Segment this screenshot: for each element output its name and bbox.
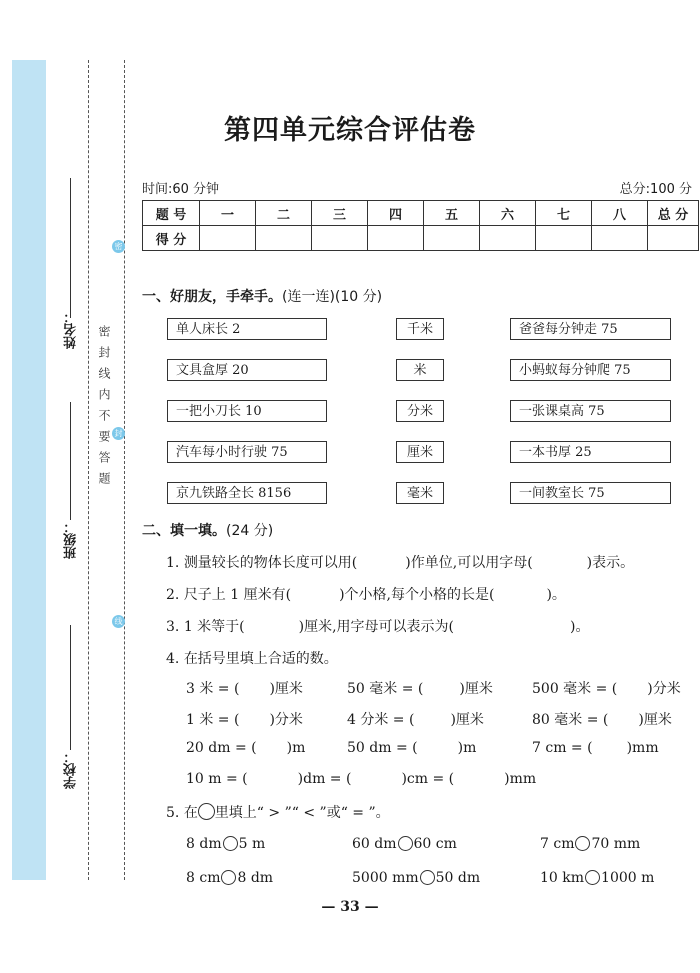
question-number: 4. bbox=[166, 651, 180, 667]
compare-right: 1000 m bbox=[601, 870, 655, 886]
exam-total: 总分:100 分 bbox=[619, 182, 692, 197]
conversion-item bbox=[532, 678, 681, 698]
name-field-label: 姓名： bbox=[64, 310, 79, 349]
conversion-left: 50 毫米 = ( bbox=[347, 681, 424, 697]
conversion-item bbox=[347, 740, 476, 756]
compare-circle-input[interactable] bbox=[575, 836, 590, 851]
table-cell: 八 bbox=[592, 201, 648, 226]
score-input-cell[interactable] bbox=[480, 226, 536, 251]
conversion-left: 20 dm = ( bbox=[186, 740, 257, 756]
binding-strip bbox=[12, 60, 46, 880]
compare-item bbox=[352, 836, 457, 852]
score-input-cell[interactable] bbox=[368, 226, 424, 251]
match-left-item[interactable]: 汽车每小时行驶 75 bbox=[167, 441, 327, 463]
table-cell: 题 号 bbox=[143, 201, 200, 226]
compare-right: 5 m bbox=[238, 836, 266, 852]
question-text: )表示。 bbox=[586, 555, 635, 571]
question-text: 里填上“ > ”“ < ”或“ = ”。 bbox=[214, 805, 390, 821]
conversion-chain bbox=[186, 771, 536, 787]
question-5 bbox=[166, 802, 390, 822]
conversion-right: )mm bbox=[626, 740, 659, 756]
conversion-right: )厘米 bbox=[269, 681, 303, 697]
question-text: 尺子上 1 厘米有( bbox=[183, 587, 292, 603]
score-input-cell[interactable] bbox=[592, 226, 648, 251]
score-input-cell[interactable] bbox=[200, 226, 256, 251]
conversion-right: )m bbox=[457, 740, 477, 756]
match-unit[interactable]: 米 bbox=[396, 359, 444, 381]
score-table bbox=[142, 200, 699, 251]
match-right-item[interactable]: 爸爸每分钟走 75 bbox=[510, 318, 671, 340]
question-2 bbox=[166, 584, 566, 604]
conversion-item bbox=[186, 709, 303, 729]
match-right-item[interactable]: 一本书厚 25 bbox=[510, 441, 671, 463]
table-cell: 得 分 bbox=[143, 226, 200, 251]
question-text: 测量较长的物体长度可以用( bbox=[183, 555, 358, 571]
question-text: )个小格,每个小格的长是( bbox=[339, 587, 495, 603]
score-table-row bbox=[143, 226, 699, 251]
compare-left: 7 cm bbox=[540, 836, 575, 852]
question-text: 1 米等于( bbox=[183, 619, 245, 635]
conversion-item bbox=[186, 740, 305, 756]
question-number: 2. bbox=[166, 587, 180, 603]
match-unit[interactable]: 分米 bbox=[396, 400, 444, 422]
compare-right: 70 mm bbox=[591, 836, 641, 852]
seal-mark-xian: 线 bbox=[112, 615, 125, 628]
conversion-right: )厘米 bbox=[459, 681, 493, 697]
conversion-left: 4 分米 = ( bbox=[347, 712, 415, 728]
table-cell: 七 bbox=[536, 201, 592, 226]
page-number: — 33 — bbox=[321, 899, 379, 915]
name-field-line bbox=[70, 178, 71, 318]
compare-circle-input[interactable] bbox=[221, 870, 236, 885]
section-score: (24 分) bbox=[226, 523, 274, 539]
seal-mark-feng: 封 bbox=[112, 427, 125, 440]
conversion-mid: )dm = ( bbox=[297, 771, 352, 787]
section-1-heading bbox=[142, 286, 382, 306]
compare-right: 50 dm bbox=[435, 870, 481, 886]
match-unit[interactable]: 厘米 bbox=[396, 441, 444, 463]
conversion-item bbox=[532, 740, 659, 756]
conversion-item bbox=[347, 709, 484, 729]
table-cell: 六 bbox=[480, 201, 536, 226]
class-field-line bbox=[70, 402, 71, 520]
question-text: 在括号里填上合适的数。 bbox=[183, 651, 338, 667]
conversion-left: 500 毫米 = ( bbox=[532, 681, 618, 697]
seal-mark-mi: 密 bbox=[112, 240, 125, 253]
question-number: 3. bbox=[166, 619, 180, 635]
conversion-left: 10 m = ( bbox=[186, 771, 248, 787]
compare-right: 8 dm bbox=[237, 870, 274, 886]
match-left-item[interactable]: 单人床长 2 bbox=[167, 318, 327, 340]
question-4 bbox=[166, 648, 338, 668]
match-left-item[interactable]: 文具盒厚 20 bbox=[167, 359, 327, 381]
conversion-item bbox=[347, 678, 493, 698]
conversion-right: )厘米 bbox=[638, 712, 672, 728]
compare-left: 8 dm bbox=[186, 836, 222, 852]
question-text: )作单位,可以用字母( bbox=[405, 555, 533, 571]
school-field-line bbox=[70, 625, 71, 750]
score-input-cell[interactable] bbox=[424, 226, 480, 251]
score-input-cell[interactable] bbox=[312, 226, 368, 251]
table-cell: 一 bbox=[200, 201, 256, 226]
match-right-item[interactable]: 一张课桌高 75 bbox=[510, 400, 671, 422]
table-cell: 总 分 bbox=[648, 201, 699, 226]
conversion-right: )mm bbox=[504, 771, 537, 787]
compare-left: 8 cm bbox=[186, 870, 221, 886]
table-cell: 三 bbox=[312, 201, 368, 226]
compare-left: 60 dm bbox=[352, 836, 397, 852]
conversion-mid: )cm = ( bbox=[401, 771, 455, 787]
compare-circle-input[interactable] bbox=[420, 870, 435, 885]
score-table-header bbox=[143, 201, 699, 226]
conversion-right: )分米 bbox=[269, 712, 303, 728]
circle-icon bbox=[198, 803, 215, 820]
question-1 bbox=[166, 552, 634, 572]
conversion-item bbox=[186, 678, 303, 698]
class-field-label: 班级： bbox=[64, 520, 79, 559]
section-2-heading bbox=[142, 520, 273, 540]
conversion-item bbox=[532, 709, 672, 729]
section-title: 一、好朋友，手牵手。 bbox=[142, 289, 282, 305]
question-number: 5. bbox=[166, 805, 180, 821]
match-left-item[interactable]: 京九铁路全长 8156 bbox=[167, 482, 327, 504]
seal-dashed-line-outer bbox=[124, 60, 125, 880]
compare-left: 10 km bbox=[540, 870, 585, 886]
conversion-right: )分米 bbox=[647, 681, 681, 697]
compare-item bbox=[540, 836, 640, 852]
conversion-right: )厘米 bbox=[450, 712, 484, 728]
conversion-right: )m bbox=[286, 740, 306, 756]
page-title: 第四单元综合评估卷 bbox=[224, 115, 476, 146]
match-right-item[interactable]: 一间教室长 75 bbox=[510, 482, 671, 504]
compare-circle-input[interactable] bbox=[585, 870, 600, 885]
question-3 bbox=[166, 616, 589, 636]
compare-circle-input[interactable] bbox=[223, 836, 238, 851]
question-number: 1. bbox=[166, 555, 180, 571]
score-input-cell[interactable] bbox=[648, 226, 699, 251]
conversion-left: 7 cm = ( bbox=[532, 740, 593, 756]
table-cell: 五 bbox=[424, 201, 480, 226]
section-title: 二、填一填。 bbox=[142, 523, 226, 539]
compare-right: 60 cm bbox=[413, 836, 457, 852]
question-text: 在 bbox=[183, 805, 198, 821]
compare-item bbox=[352, 870, 480, 886]
match-unit[interactable]: 毫米 bbox=[396, 482, 444, 504]
match-right-item[interactable]: 小蚂蚁每分钟爬 75 bbox=[510, 359, 671, 381]
conversion-left: 3 米 = ( bbox=[186, 681, 240, 697]
table-cell: 二 bbox=[256, 201, 312, 226]
compare-item bbox=[540, 870, 654, 886]
question-text: )厘米,用字母可以表示为( bbox=[298, 619, 455, 635]
compare-left: 5000 mm bbox=[352, 870, 419, 886]
match-left-item[interactable]: 一把小刀长 10 bbox=[167, 400, 327, 422]
compare-item bbox=[186, 836, 265, 852]
section-score: (连一连)(10 分) bbox=[282, 289, 383, 305]
compare-circle-input[interactable] bbox=[398, 836, 413, 851]
school-field-label: 学校： bbox=[64, 750, 79, 789]
match-unit[interactable]: 千米 bbox=[396, 318, 444, 340]
conversion-left: 80 毫米 = ( bbox=[532, 712, 609, 728]
conversion-left: 50 dm = ( bbox=[347, 740, 418, 756]
seal-note: 密封线内不要答题 bbox=[97, 325, 111, 493]
compare-item bbox=[186, 870, 273, 886]
question-text: )。 bbox=[546, 587, 566, 603]
seal-dashed-line bbox=[88, 60, 89, 880]
exam-time: 时间:60 分钟 bbox=[142, 182, 220, 197]
score-input-cell[interactable] bbox=[256, 226, 312, 251]
score-input-cell[interactable] bbox=[536, 226, 592, 251]
table-cell: 四 bbox=[368, 201, 424, 226]
conversion-left: 1 米 = ( bbox=[186, 712, 240, 728]
question-text: )。 bbox=[570, 619, 590, 635]
